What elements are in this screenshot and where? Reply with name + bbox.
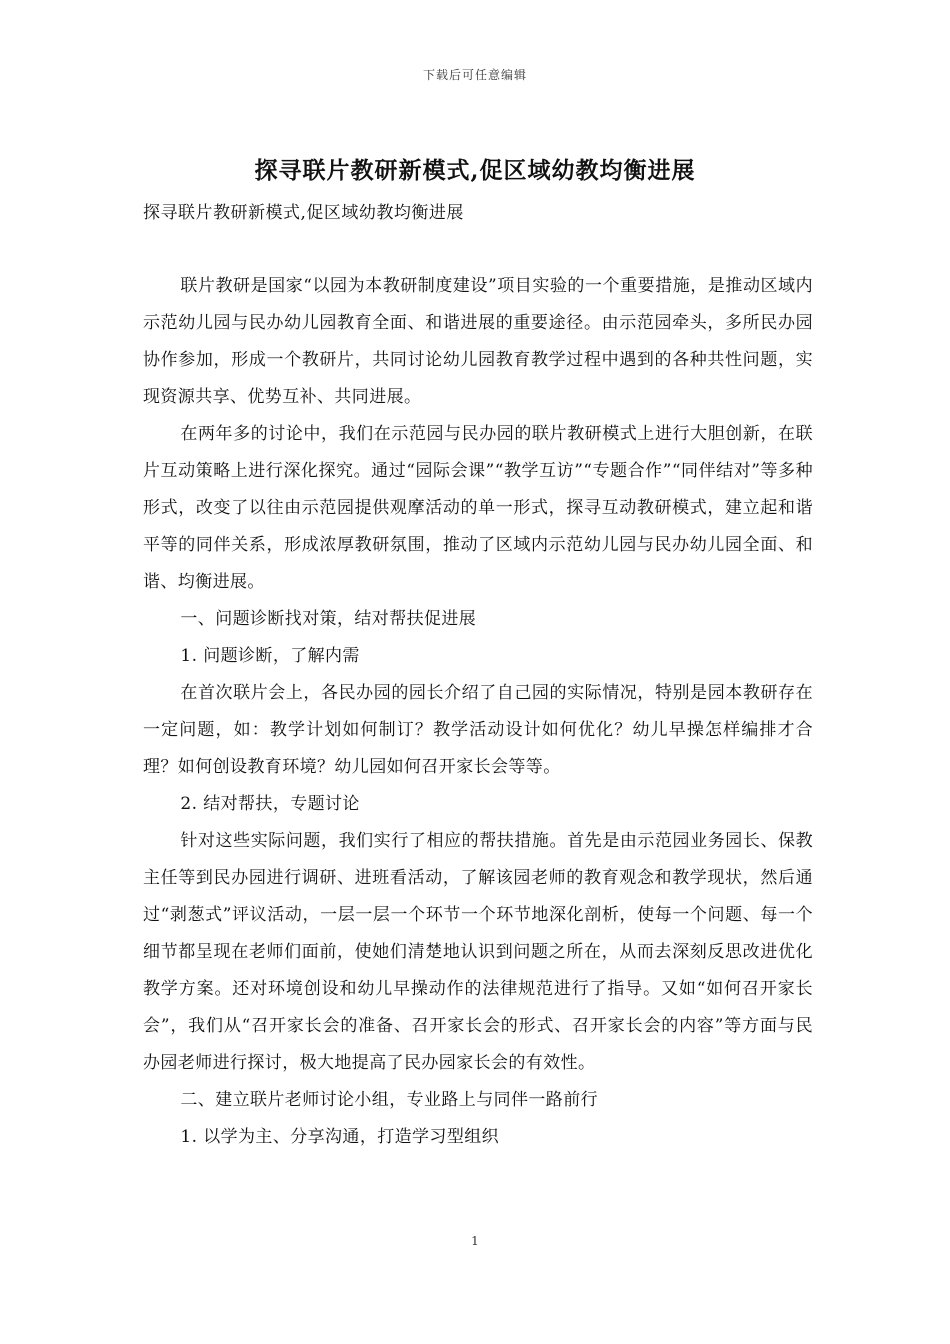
paragraph-innovation: 在两年多的讨论中，我们在示范园与民办园的联片教研模式上进行大胆创新，在联片互动策略上进行深化探究。通过“园际会课”“教学互访”“专题合作”“同伴结对”等多种形式，改变了以往由示范园提供观摩活动的单一形式，探寻互动教研模式，建立起和谐平等的同伴关系，形成浓厚教研氛围，推动了区域内示范幼儿园与民办幼儿园全面、和谐、均衡进展。 <box>143 424 813 592</box>
document-body <box>143 268 813 1156</box>
subheading-2-1: 1. 以学为主、分享沟通，打造学习型组织 <box>180 1127 500 1147</box>
subheading-1-1: 1. 问题诊断，了解内需 <box>180 646 360 666</box>
paragraph-assistance: 针对这些实际问题，我们实行了相应的帮扶措施。首先是由示范园业务园长、保教主任等到民办园进行调研、进班看活动，了解该园老师的教育观念和教学现状，然后通过“剥葱式”评议活动，一层一层一个环节一个环节地深化剖析，使每一个问题、每一个细节都呈现在老师们面前，使她们清楚地认识到问题之所在，从而去深刻反思改进优化教学方案。还对环境创设和幼儿早操动作的法律规范进行了指导。又如“如何召开家长会”，我们从“召开家长会的准备、召开家长会的形式、召开家长会的内容”等方面与民办园老师进行探讨，极大地提高了民办园家长会的有效性。 <box>143 831 813 1073</box>
subheading-1-2: 2. 结对帮扶，专题讨论 <box>180 794 360 814</box>
paragraph-intro: 联片教研是国家“以园为本教研制度建设”项目实验的一个重要措施，是推动区域内示范幼儿园与民办幼儿园教育全面、和谐进展的重要途径。由示范园牵头，多所民办园协作参加，形成一个教研片，共同讨论幼儿园教育教学过程中遇到的各种共性问题，实现资源共享、优势互补、共同进展。 <box>143 276 813 407</box>
header-note: 下载后可任意编辑 <box>422 68 527 82</box>
section-heading-1: 一、问题诊断找对策，结对帮扶促进展 <box>180 609 477 629</box>
page-number: 1 <box>471 1234 479 1248</box>
document-subtitle: 探寻联片教研新模式,促区域幼教均衡进展 <box>143 203 464 223</box>
document-title: 探寻联片教研新模式,促区域幼教均衡进展 <box>254 157 696 184</box>
paragraph-diagnosis: 在首次联片会上，各民办园的园长介绍了自己园的实际情况，特别是园本教研存在一定问题，如：教学计划如何制订？教学活动设计如何优化？幼儿早操怎样编排才合理？如何创设教育环境？幼儿园如何召开家长会等等。 <box>143 683 813 777</box>
section-heading-2: 二、建立联片老师讨论小组，专业路上与同伴一路前行 <box>180 1090 598 1110</box>
